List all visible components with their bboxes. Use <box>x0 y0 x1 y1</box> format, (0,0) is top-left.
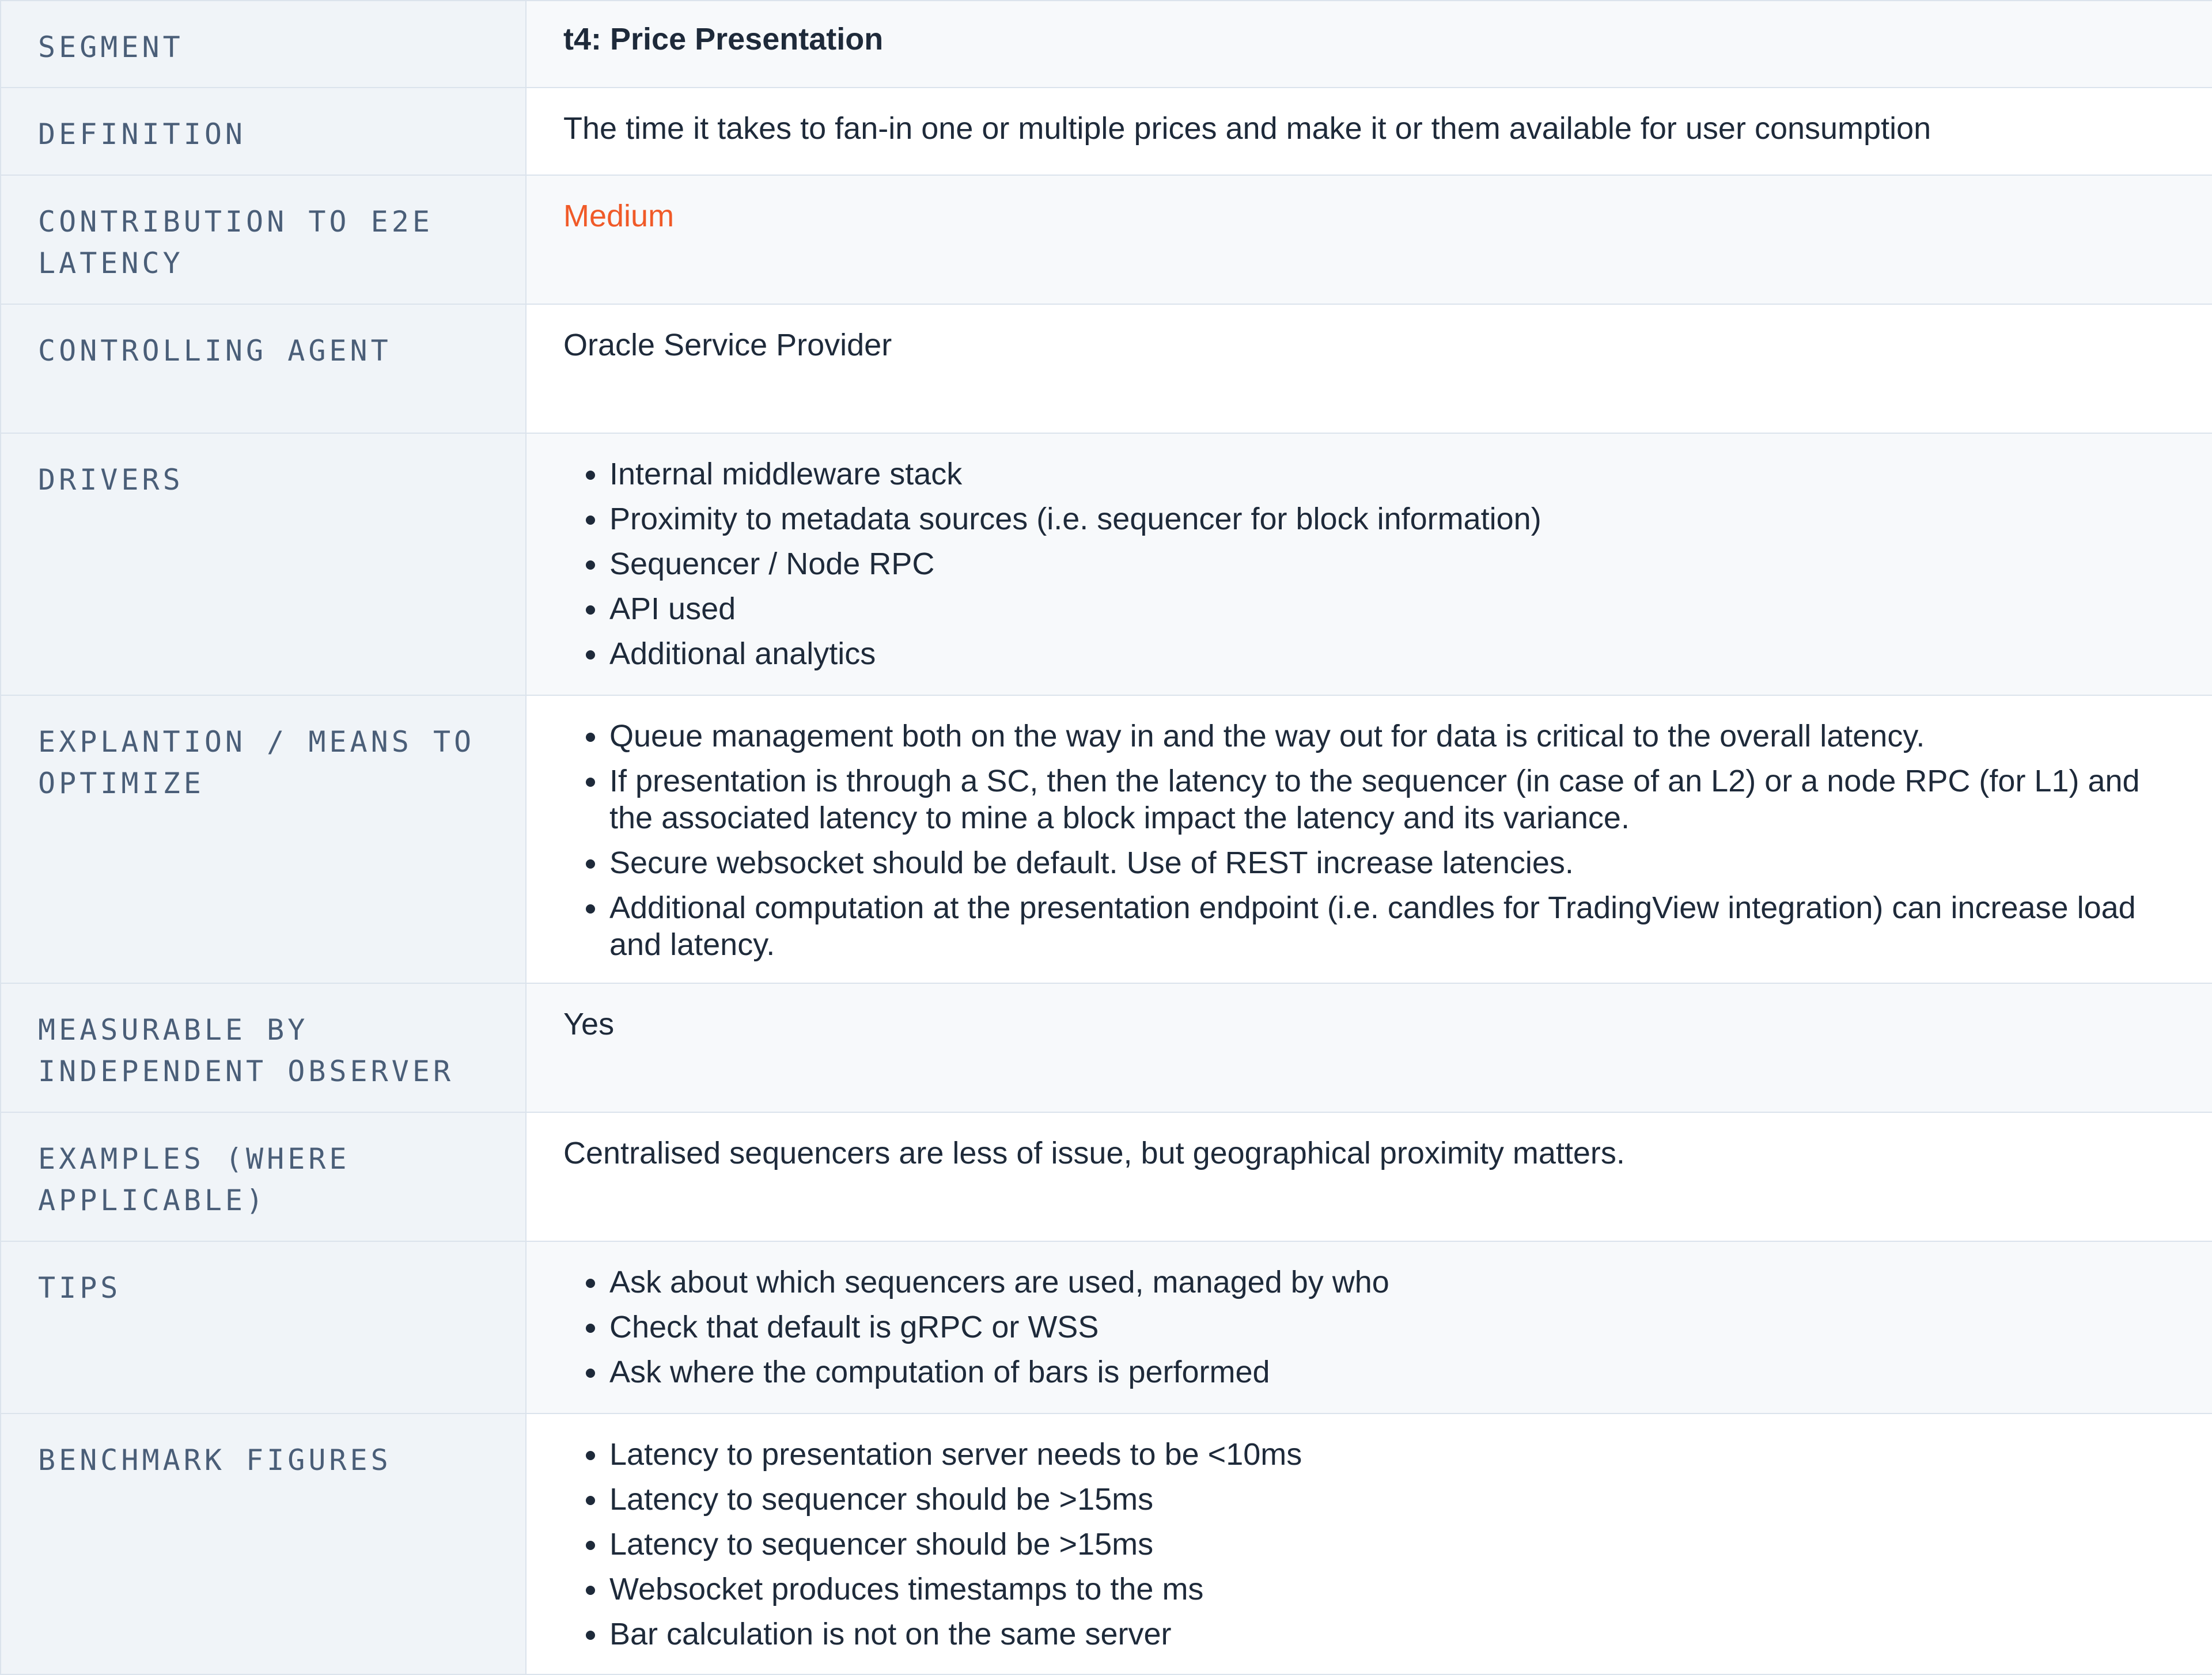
list-item: • Secure websocket should be default. Use of REST increase latencies. <box>608 844 2189 881</box>
row-label: EXPLANTION / MEANS TO OPTIMIZE <box>1 695 526 983</box>
benchmark-list <box>563 1436 2189 1653</box>
row-contribution <box>1 175 2212 304</box>
list-item: • Latency to sequencer should be >15ms <box>608 1526 2189 1563</box>
row-label: CONTROLLING AGENT <box>1 304 526 433</box>
list-item: • If presentation is through a SC, then the latency to the sequencer (in case of an L2) or a node RPC (for L1) and the associated latency to mine a block impact the latency and its variance. <box>608 763 2189 836</box>
controlling-agent-value: Oracle Service Provider <box>526 304 2212 433</box>
row-label: MEASURABLE BY INDEPENDENT OBSERVER <box>1 983 526 1112</box>
list-item: • Bar calculation is not on the same server <box>608 1616 2189 1653</box>
tips-value <box>526 1241 2212 1413</box>
row-definition <box>1 88 2212 175</box>
definition-value: The time it takes to fan-in one or multiple prices and make it or them available for user consumption <box>526 88 2212 175</box>
examples-value: Centralised sequencers are less of issue, but geographical proximity matters. <box>526 1112 2212 1241</box>
list-item: • Proximity to metadata sources (i.e. sequencer for block information) <box>608 501 2189 537</box>
list-item: • Additional computation at the presentation endpoint (i.e. candles for TradingView integration) can increase load and latency. <box>608 889 2189 963</box>
contribution-value <box>526 175 2212 304</box>
row-drivers <box>1 433 2212 695</box>
list-item: • Latency to presentation server needs to be <10ms <box>608 1436 2189 1473</box>
row-explanation <box>1 695 2212 983</box>
row-label: BENCHMARK FIGURES <box>1 1413 526 1674</box>
row-label: EXAMPLES (WHERE APPLICABLE) <box>1 1112 526 1241</box>
measurable-value: Yes <box>526 983 2212 1112</box>
list-item: • Queue management both on the way in and the way out for data is critical to the overall latency. <box>608 718 2189 755</box>
row-measurable <box>1 983 2212 1112</box>
row-segment <box>1 1 2212 88</box>
row-label: TIPS <box>1 1241 526 1413</box>
drivers-list <box>563 456 2189 672</box>
benchmark-value <box>526 1413 2212 1674</box>
segment-title-text: t4: Price Presentation <box>563 22 884 56</box>
row-label: DEFINITION <box>1 88 526 175</box>
list-item: • Additional analytics <box>608 635 2189 672</box>
list-item: • Latency to sequencer should be >15ms <box>608 1481 2189 1518</box>
list-item: • Ask where the computation of bars is performed <box>608 1354 2189 1390</box>
list-item: • Sequencer / Node RPC <box>608 545 2189 582</box>
tips-list <box>563 1264 2189 1390</box>
explanation-list <box>563 718 2189 963</box>
row-label: SEGMENT <box>1 1 526 88</box>
list-item: • Internal middleware stack <box>608 456 2189 492</box>
segment-title <box>526 1 2212 88</box>
row-controlling-agent <box>1 304 2212 433</box>
latency-level-badge: Medium <box>563 199 675 233</box>
drivers-value <box>526 433 2212 695</box>
explanation-value <box>526 695 2212 983</box>
row-examples <box>1 1112 2212 1241</box>
row-label: CONTRIBUTION TO E2E LATENCY <box>1 175 526 304</box>
row-label: DRIVERS <box>1 433 526 695</box>
row-tips <box>1 1241 2212 1413</box>
row-benchmark <box>1 1413 2212 1674</box>
list-item: • API used <box>608 590 2189 627</box>
list-item: • Ask about which sequencers are used, managed by who <box>608 1264 2189 1301</box>
list-item: • Check that default is gRPC or WSS <box>608 1309 2189 1346</box>
list-item: • Websocket produces timestamps to the ms <box>608 1571 2189 1608</box>
